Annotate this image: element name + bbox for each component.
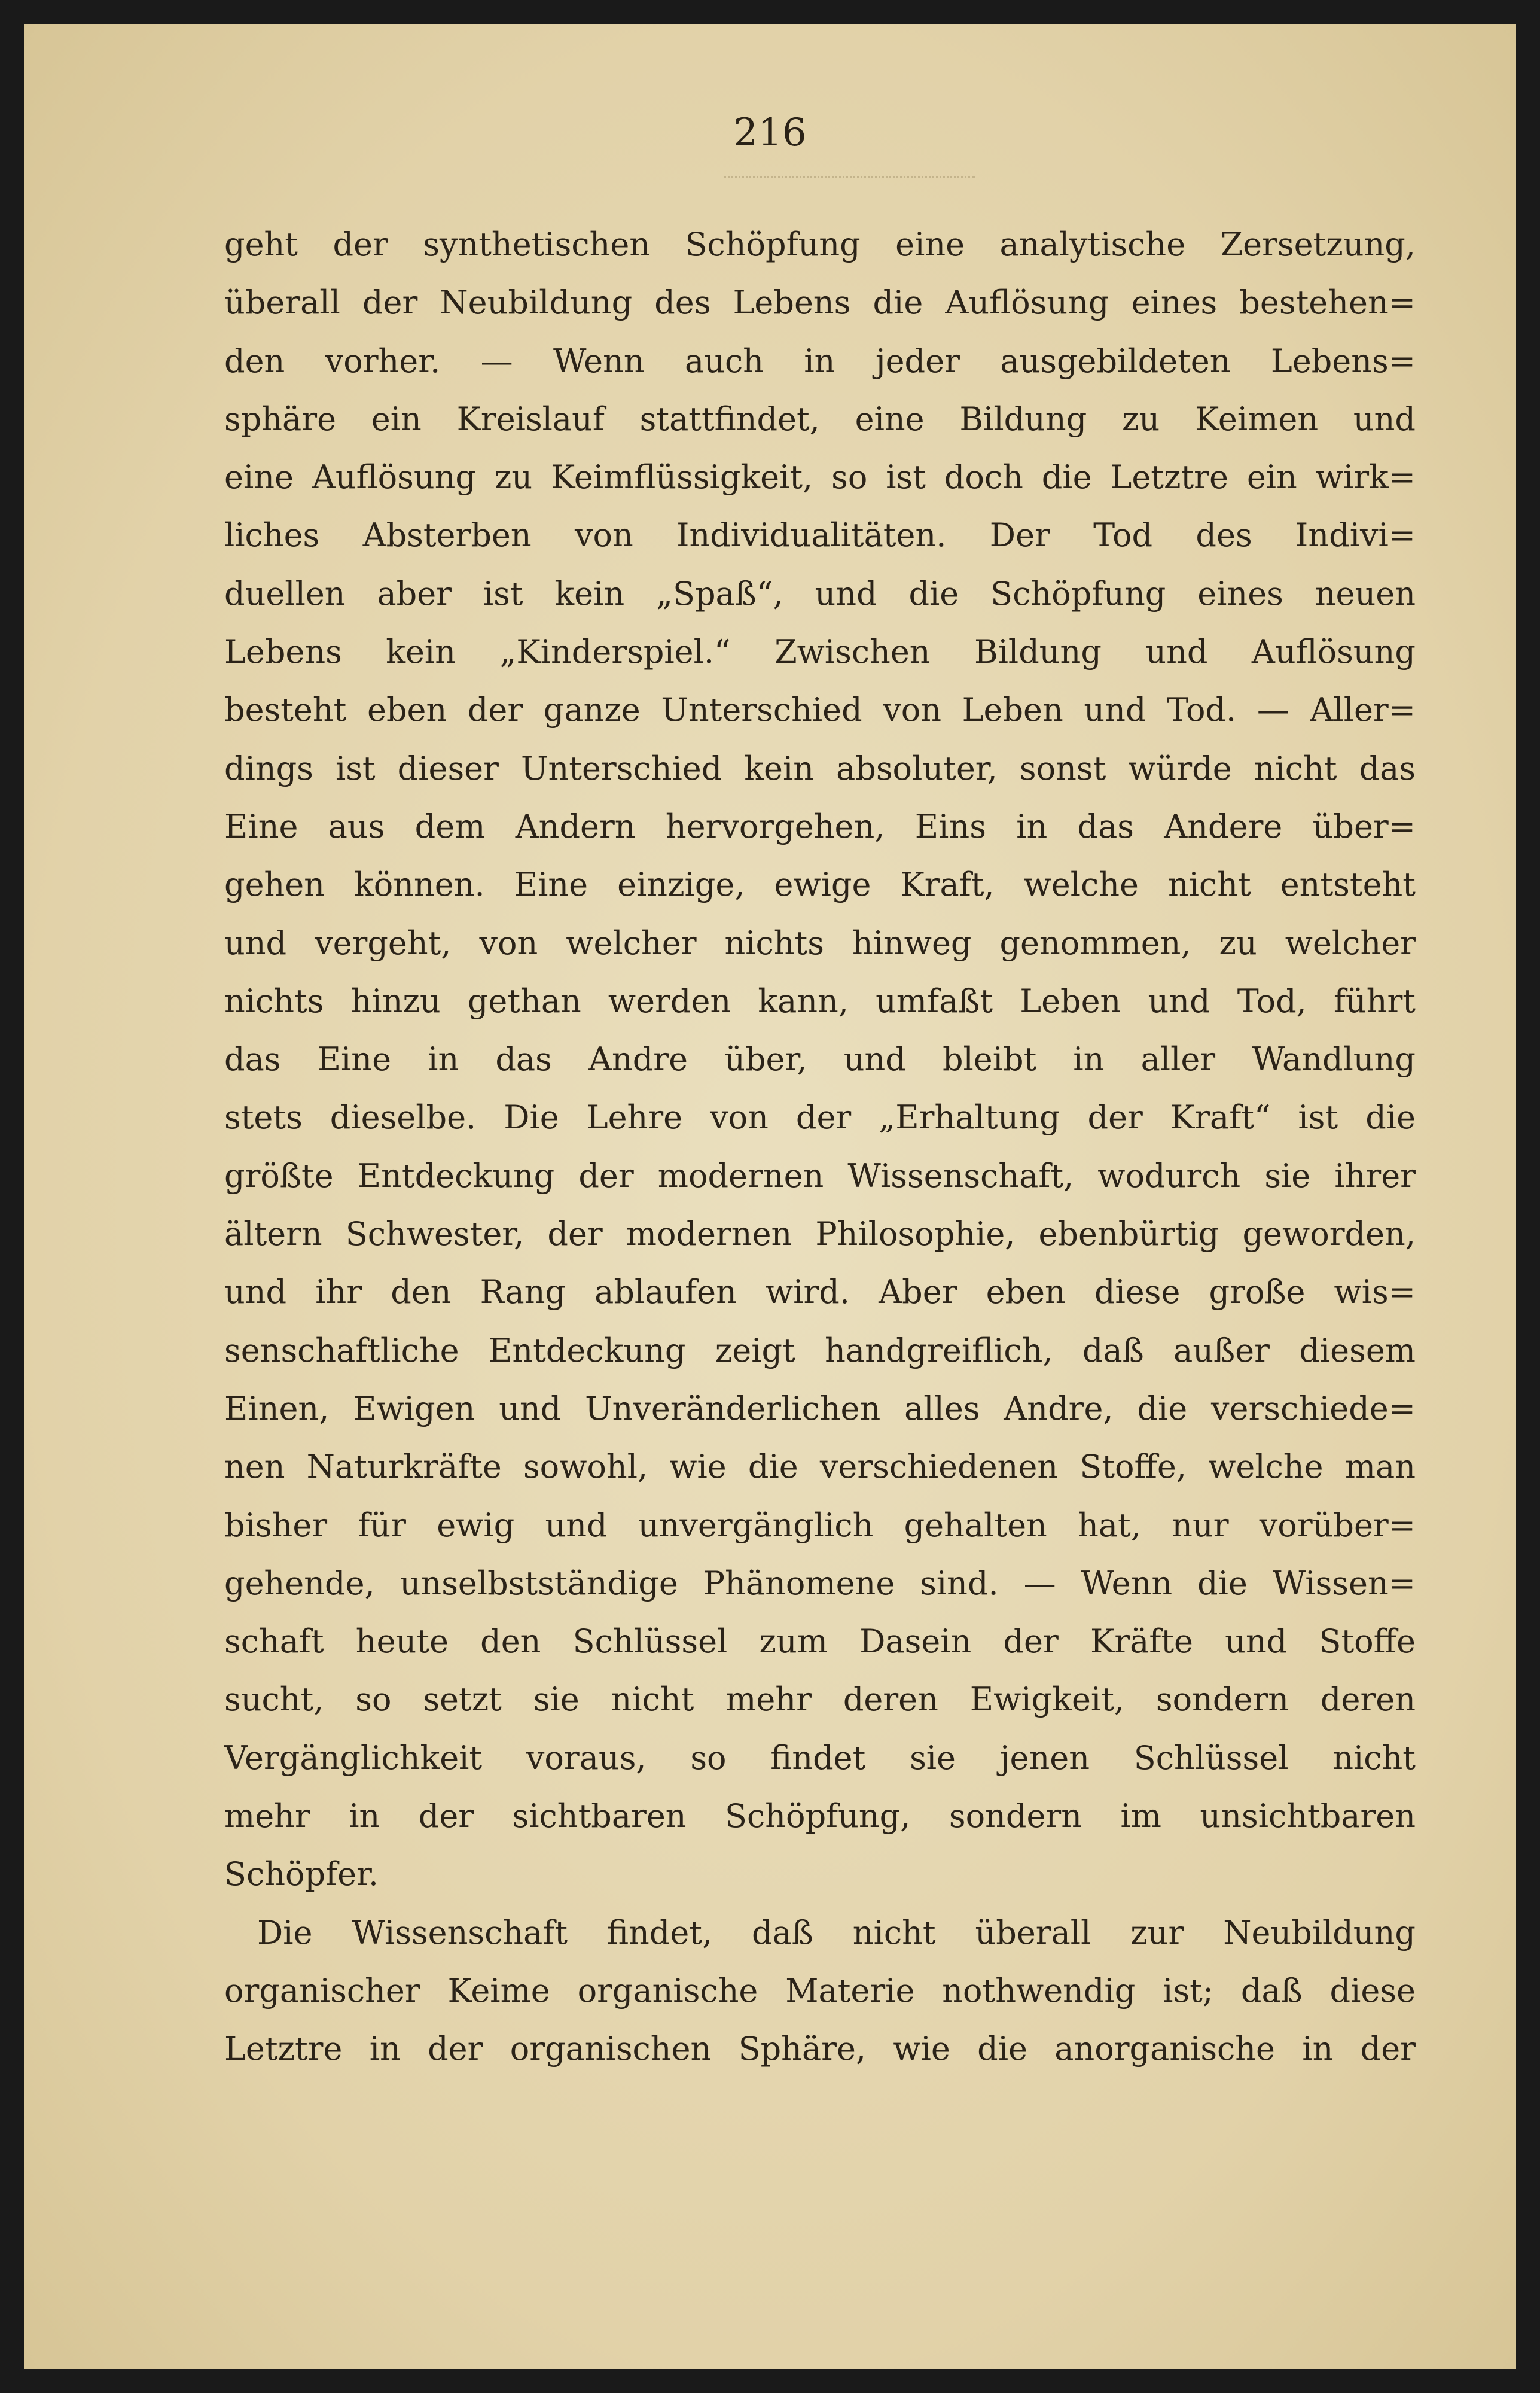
header-ornament: [724, 168, 975, 178]
text-line: Schöpfer.: [224, 1855, 379, 1893]
text-line: Vergänglichkeit voraus, so findet sie jenen Schlüssel nicht: [224, 1739, 1416, 1777]
text-line: sucht, so setzt sie nicht mehr deren Ewigkeit, sondern deren: [224, 1680, 1416, 1719]
text-line: gehen können. Eine einzige, ewige Kraft, welche nicht entsteht: [224, 866, 1416, 904]
text-line: Letztre in der organischen Sphäre, wie die anorganische in der: [224, 2030, 1416, 2068]
text-line: Eine aus dem Andern hervorgehen, Eins in das Andere über=: [224, 807, 1416, 845]
text-line: organischer Keime organische Materie nothwendig ist; daß diese: [224, 1971, 1416, 2010]
text-line: liches Absterben von Individualitäten. Der Tod des Indivi=: [224, 516, 1416, 555]
text-line: gehende, unselbstständige Phänomene sind. — Wenn die Wissen=: [224, 1564, 1416, 1602]
text-line: und ihr den Rang ablaufen wird. Aber eben diese große wis=: [224, 1273, 1416, 1311]
text-line: Einen, Ewigen und Unveränderlichen alles Andre, die verschiede=: [224, 1389, 1416, 1427]
page-number: 216: [733, 111, 807, 155]
text-line: größte Entdeckung der modernen Wissenschaft, wodurch sie ihrer: [224, 1156, 1416, 1195]
body-text: [224, 215, 1416, 2078]
text-line: senschaftliche Entdeckung zeigt handgreiflich, daß außer diesem: [224, 1331, 1416, 1369]
text-line: schaft heute den Schlüssel zum Dasein der Kräfte und Stoffe: [224, 1622, 1416, 1661]
text-line: nichts hinzu gethan werden kann, umfaßt Leben und Tod, führt: [224, 982, 1416, 1020]
text-line: besteht eben der ganze Unterschied von Leben und Tod. — Aller=: [224, 691, 1416, 729]
text-line: eine Auflösung zu Keimflüssigkeit, so ist doch die Letztre ein wirk=: [224, 458, 1416, 497]
text-line: sphäre ein Kreislauf stattfindet, eine Bildung zu Keimen und: [224, 400, 1416, 438]
text-line: geht der synthetischen Schöpfung eine analytische Zersetzung,: [224, 226, 1416, 263]
text-line: den vorher. — Wenn auch in jeder ausgebildeten Lebens=: [224, 342, 1416, 380]
text-line: mehr in der sichtbaren Schöpfung, sondern im unsichtbaren: [224, 1797, 1416, 1835]
text-line: überall der Neubildung des Lebens die Auflösung eines bestehen=: [224, 284, 1416, 322]
text-line: Die Wissenschaft findet, daß nicht überall zur Neubildung: [257, 1913, 1416, 1951]
text-line: stets dieselbe. Die Lehre von der „Erhaltung der Kraft“ ist die: [224, 1098, 1416, 1137]
text-line: nen Naturkräfte sowohl, wie die verschiedenen Stoffe, welche man: [224, 1448, 1416, 1486]
text-line: dings ist dieser Unterschied kein absoluter, sonst würde nicht das: [224, 749, 1416, 787]
text-line: und vergeht, von welcher nichts hinweg genommen, zu welcher: [224, 924, 1416, 962]
book-page: [24, 24, 1516, 2369]
text-line: bisher für ewig und unvergänglich gehalten hat, nur vorüber=: [224, 1506, 1416, 1544]
text-line: Lebens kein „Kinderspiel.“ Zwischen Bildung und Auflösung: [224, 633, 1416, 671]
text-line: ältern Schwester, der modernen Philosophie, ebenbürtig geworden,: [224, 1215, 1416, 1253]
text-line: das Eine in das Andre über, und bleibt in aller Wandlung: [224, 1040, 1416, 1079]
text-line: duellen aber ist kein „Spaß“, und die Schöpfung eines neuen: [224, 574, 1416, 613]
